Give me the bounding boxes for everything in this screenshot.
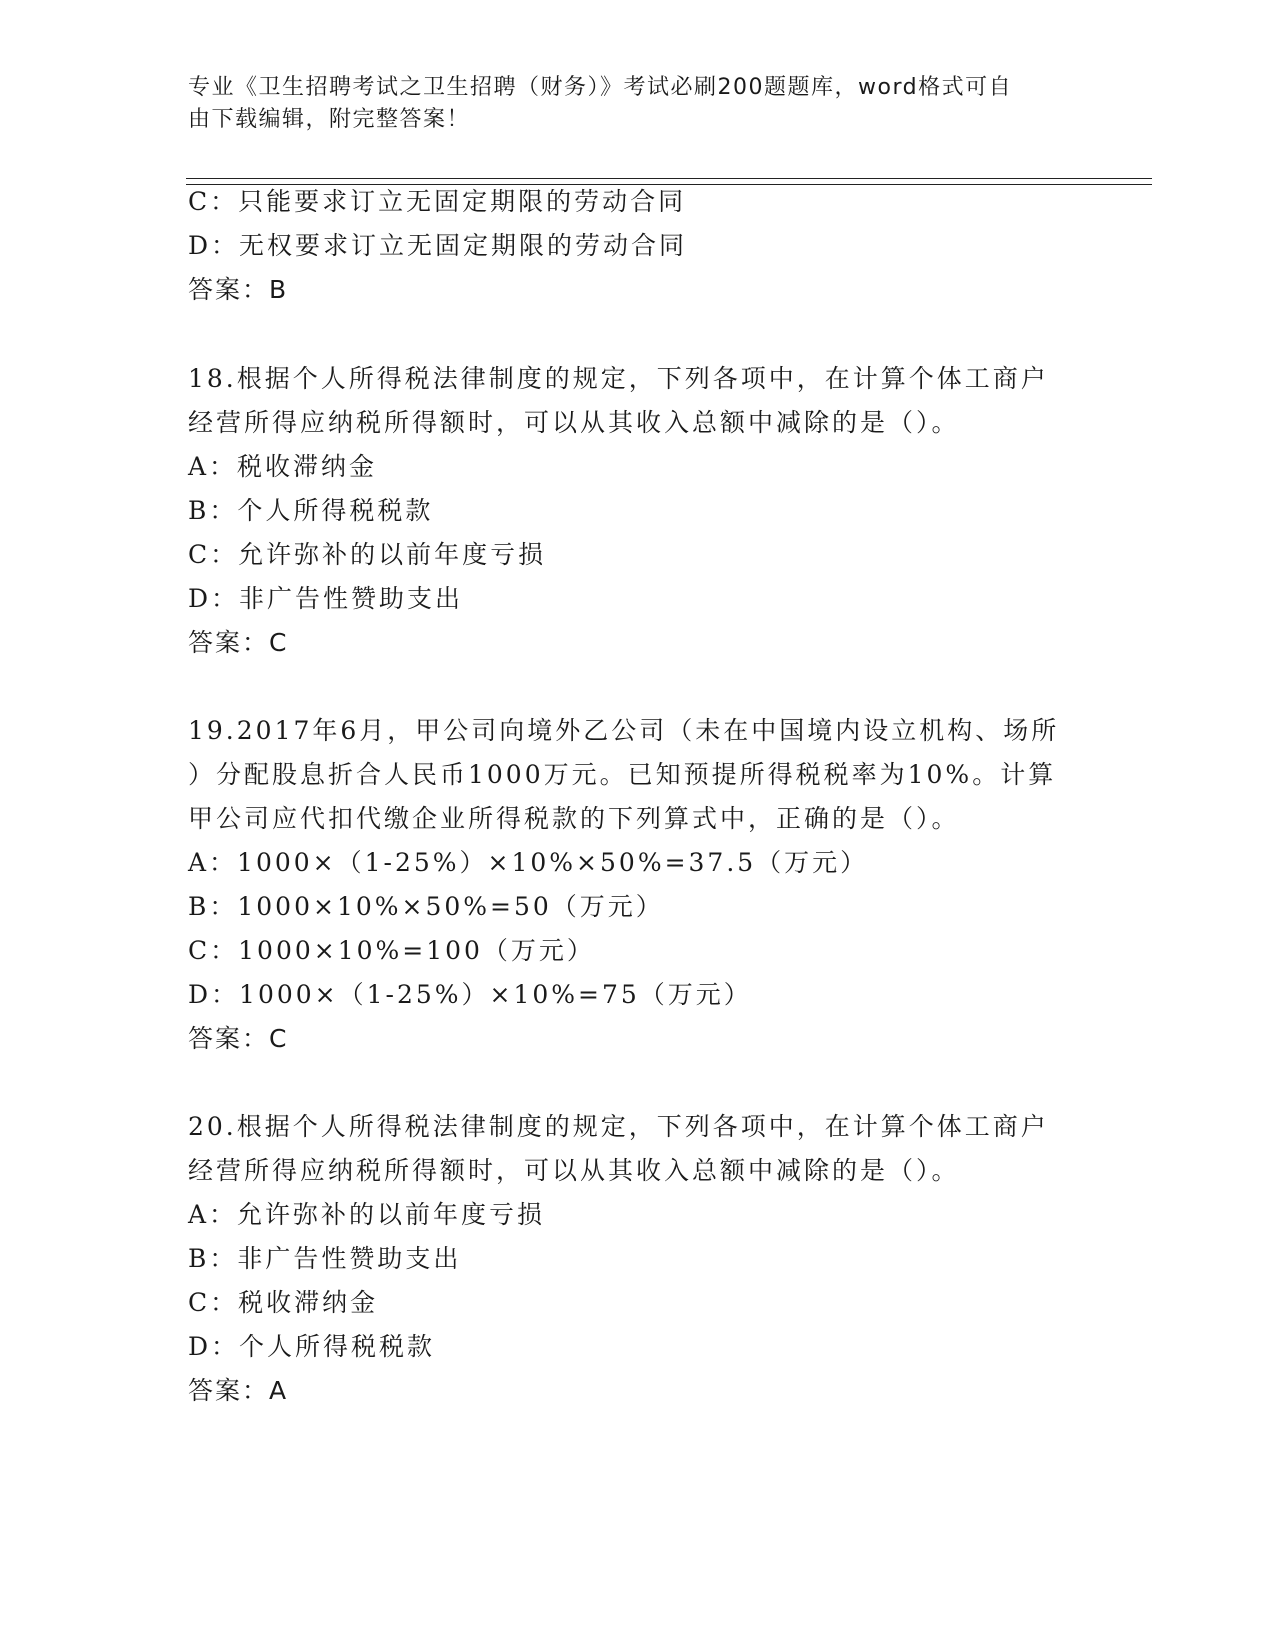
q19-stem-line-3: 甲公司应代扣代缴企业所得税款的下列算式中，正确的是（）。 — [188, 804, 960, 833]
q20-option-a: A：允许弥补的以前年度亏损 — [188, 1200, 546, 1229]
q19-option-c: C：1000×10%=100（万元） — [188, 936, 595, 965]
q19-option-a: A：1000×（1-25%）×10%×50%=37.5（万元） — [188, 848, 869, 877]
header-line-2: 由下载编辑，附完整答案！ — [188, 107, 471, 132]
q20-answer: 答案：A — [188, 1376, 289, 1405]
q18-stem-line-1: 18.根据个人所得税法律制度的规定，下列各项中，在计算个体工商户 — [188, 364, 1049, 393]
q19-stem-line-2: ）分配股息折合人民币1000万元。已知预提所得税税率为10%。计算 — [188, 760, 1057, 789]
prev-option-d: D：无权要求订立无固定期限的劳动合同 — [188, 231, 688, 260]
prev-option-c: C：只能要求订立无固定期限的劳动合同 — [188, 187, 687, 216]
q18-stem-line-2: 经营所得应纳税所得额时，可以从其收入总额中减除的是（）。 — [188, 408, 960, 437]
q20-stem-line-1: 20.根据个人所得税法律制度的规定，下列各项中，在计算个体工商户 — [188, 1112, 1049, 1141]
q18-option-b: B：个人所得税税款 — [188, 496, 434, 525]
q20-option-d: D：个人所得税税款 — [188, 1332, 436, 1361]
q20-option-c: C：税收滞纳金 — [188, 1288, 379, 1317]
q18-option-c: C：允许弥补的以前年度亏损 — [188, 540, 547, 569]
q19-answer: 答案：C — [188, 1024, 289, 1053]
q19-option-b: B：1000×10%×50%=50（万元） — [188, 892, 664, 921]
q20-stem-line-2: 经营所得应纳税所得额时，可以从其收入总额中减除的是（）。 — [188, 1156, 960, 1185]
prev-answer: 答案：B — [188, 275, 289, 304]
q18-answer: 答案：C — [188, 628, 289, 657]
q18-option-d: D：非广告性赞助支出 — [188, 584, 464, 613]
q20-option-b: B：非广告性赞助支出 — [188, 1244, 462, 1273]
q18-option-a: A：税收滞纳金 — [188, 452, 378, 481]
header-divider — [186, 178, 1152, 185]
header-line-1: 专业《卫生招聘考试之卫生招聘（财务）》考试必刷200题题库，word格式可自 — [188, 75, 1013, 100]
q19-option-d: D：1000×（1-25%）×10%=75（万元） — [188, 980, 752, 1009]
document-header — [188, 72, 1088, 136]
q19-stem-line-1: 19.2017年6月，甲公司向境外乙公司（未在中国境内设立机构、场所 — [188, 716, 1060, 745]
